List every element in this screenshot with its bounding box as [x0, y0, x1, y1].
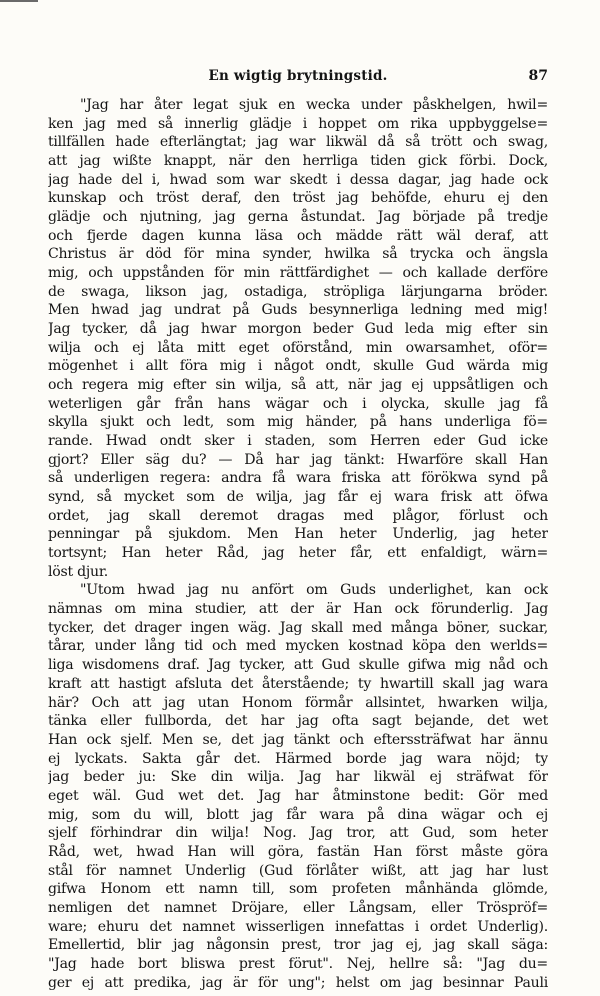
text-line: ger ej att predika, jag är för ung"; helst om jag besinnar Pauli	[48, 974, 548, 991]
text-line: liga wisdomens draf. Jag tycker, att Gud skulle gifwa mig nåd och	[48, 657, 548, 674]
scan-edge-mark	[0, 0, 38, 2]
text-line: glädje och njutning, jag gerna åstundat. Jag började på tredje	[48, 209, 548, 226]
text-line: Men hwad jag undrat på Guds besynnerliga ledning med mig!	[48, 302, 548, 319]
text-line: ken jag med så innerlig glädje i hoppet om rika uppbyggelse=	[48, 115, 548, 132]
text-line: stål för namnet Underlig (Gud förlåter wißt, att jag har lust	[48, 862, 548, 879]
text-line: Christus är död för mina synder, hwilka så trycka och ängsla	[48, 246, 548, 263]
text-line: att jag wißte knappt, när den herrliga tiden gick förbi. Dock,	[48, 153, 548, 170]
text-line: "Utom hwad jag nu anfört om Guds underlighet, kan ock	[80, 582, 548, 599]
text-line: de swaga, likson jag, ostadiga, ströpliga lärjungarna bröder.	[48, 283, 548, 300]
text-line: kraft att hastigt afsluta det återstående; ty hwartill skall jag wara	[48, 675, 548, 692]
text-line: Jag tycker, då jag hwar morgon beder Gud leda mig efter sin	[48, 321, 548, 338]
text-line: eget wäl. Gud wet det. Jag har åtminstone bedit: Gör med	[48, 787, 548, 804]
text-line: jag hade del i, hwad som war skedt i dessa dagar, jag hade ock	[48, 171, 548, 188]
text-line: nämnas om mina studier, att der är Han ock förunderlig. Jag	[48, 601, 548, 618]
text-line: mig, som du will, blott jag får wara på dina wägar och ej	[48, 806, 548, 823]
text-line: löst djur.	[48, 563, 109, 580]
text-line: så underligen regera: andra få wara friska att förökwa synd på	[48, 470, 548, 487]
text-line: ej lyckats. Sakta går det. Härmed borde jag wara nöjd; ty	[48, 750, 548, 767]
text-line: synd, så mycket som de wilja, jag får ej wara frisk att öfwa	[48, 489, 548, 506]
running-head	[48, 68, 548, 88]
text-line: Råd, wet, hwad Han will göra, fastän Han först måste göra	[48, 843, 548, 860]
text-line: nemligen det namnet Dröjare, eller Långsam, eller Tröspröf=	[48, 899, 548, 916]
text-line: rande. Hwad ondt sker i staden, som Herren eder Gud icke	[48, 433, 548, 450]
text-line: penningar på sjukdom. Men Han heter Underlig, jag heter	[48, 526, 548, 543]
text-line: mögenhet i allt föra mig i något ondt, skulle Gud wärda mig	[48, 358, 548, 375]
text-line: "Jag har åter legat sjuk en wecka under påskhelgen, hwil=	[80, 97, 548, 113]
text-line: tillfällen hade efterlängtat; jag war likwäl då så trött och swag,	[48, 134, 548, 151]
paragraph-1	[48, 96, 548, 581]
text-line: gjort? Eller säg du? — Då har jag tänkt: Hwarföre skall Han	[48, 451, 548, 468]
paragraph-2	[48, 581, 548, 992]
text-line: "Jag hade bort bliswa prest förut". Nej, hellre så: "Jag du=	[48, 955, 548, 972]
text-line: kunskap och tröst deraf, den tröst jag behöfde, ehuru ej den	[48, 190, 548, 207]
running-title: En wigtig brytningstid.	[208, 68, 388, 84]
text-line: wilja och ej låta mitt eget oförstånd, min owarsamhet, oför=	[48, 339, 548, 356]
text-line: gifwa Honom ett namn till, som profeten månhända glömde,	[48, 881, 548, 898]
text-line: Han ock sjelf. Men se, det jag tänkt och efterssträfwat har ännu	[48, 731, 548, 748]
text-line: tortsynt; Han heter Råd, jag heter får, ett enfaldigt, wärn=	[48, 545, 548, 562]
text-line: och regera mig efter sin wilja, så att, när jag ej uppsåtligen och	[48, 377, 548, 394]
text-line: ware; ehuru det namnet wisserligen innefattas i ordet Underlig).	[48, 918, 548, 935]
text-line: tycker, det drager ingen wäg. Jag skall med många böner, suckar,	[48, 619, 548, 636]
text-line: och fjerde dagen kunna läsa och mädde rätt wäl deraf, att	[48, 227, 548, 244]
body-text	[48, 96, 548, 992]
page-number: 87	[528, 68, 548, 84]
text-line: jag beder ju: Ske din wilja. Jag har likwäl ej sträfwat för	[48, 769, 548, 786]
text-line: ordet, jag skall deremot dragas med plågor, förlust och	[48, 507, 548, 524]
text-line: weterligen går från hans wägar och i olycka, skulle jag få	[48, 395, 548, 412]
text-line: mig, och uppstånden för min rättfärdighet — och kallade derföre	[48, 265, 548, 282]
text-line: skylla sjukt och ledt, som mig händer, på hans underliga fö=	[48, 414, 548, 431]
text-line: här? Och att jag utan Honom förmår allsintet, hwarken wilja,	[48, 694, 548, 711]
text-line: tårar, under lång tid och med mycken kostnad köpa den werlds=	[48, 638, 548, 655]
text-line: Emellertid, blir jag någonsin prest, tror jag ej, jag skall säga:	[48, 937, 548, 954]
text-line: tänka eller fullborda, det har jag ofta sagt bejande, det wet	[48, 713, 548, 730]
text-line: sjelf förhindrar din wilja! Nog. Jag tror, att Gud, som heter	[48, 825, 548, 842]
